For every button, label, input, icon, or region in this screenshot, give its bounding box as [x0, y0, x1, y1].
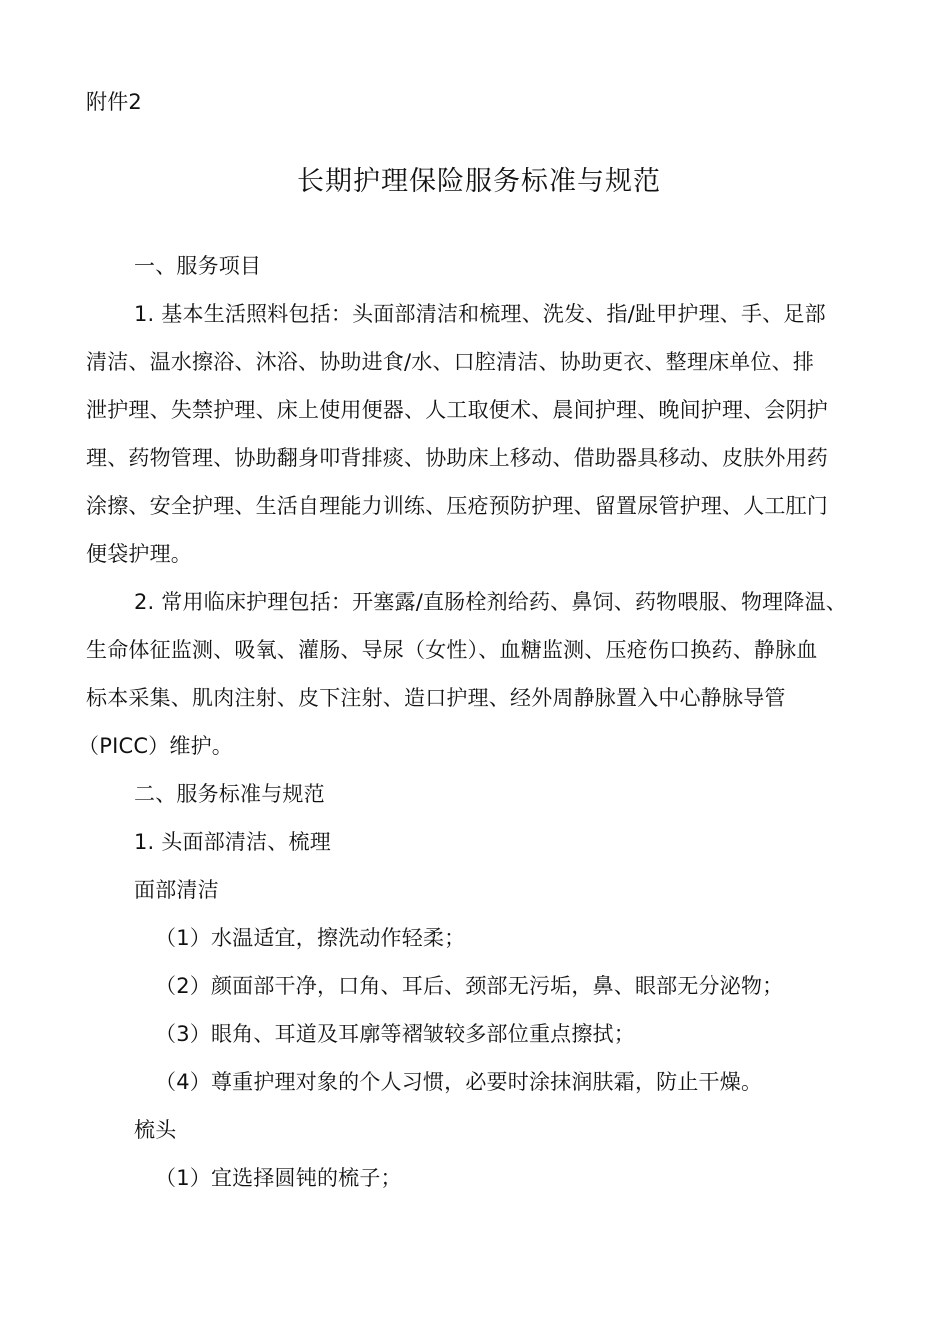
- list-item: （3）眼角、耳道及耳廓等褶皱较多部位重点擦拭；: [155, 1022, 635, 1046]
- combing-label: 梳头: [134, 1118, 177, 1142]
- list-item: （4）尊重护理对象的个人习惯，必要时涂抹润肤霜，防止干燥。: [155, 1070, 763, 1094]
- section-heading-service-items: 一、服务项目: [134, 254, 262, 278]
- paragraph-line: （PICC）维护。: [78, 734, 233, 758]
- paragraph-line: 2. 常用临床护理包括：开塞露/直肠栓剂给药、鼻饲、药物喂服、物理降温、: [134, 590, 847, 614]
- document-title: 长期护理保险服务标准与规范: [297, 166, 661, 197]
- paragraph-line: 涂擦、安全护理、生活自理能力训练、压疮预防护理、留置尿管护理、人工肛门: [86, 494, 828, 518]
- paragraph-line: 1. 基本生活照料包括：头面部清洁和梳理、洗发、指/趾甲护理、手、足部: [134, 302, 826, 326]
- paragraph-line: 便袋护理。: [86, 542, 192, 566]
- paragraph-line: 生命体征监测、吸氧、灌肠、导尿（女性）、血糖监测、压疮伤口换药、静脉血: [86, 638, 818, 662]
- section-heading-standards: 二、服务标准与规范: [134, 782, 325, 806]
- list-item: （2）颜面部干净，口角、耳后、颈部无污垢，鼻、眼部无分泌物；: [155, 974, 784, 998]
- attachment-label: 附件2: [86, 90, 142, 114]
- subsection-heading: 1. 头面部清洁、梳理: [134, 830, 331, 854]
- face-cleaning-label: 面部清洁: [134, 878, 219, 902]
- paragraph-line: 理、药物管理、协助翻身叩背排痰、协助床上移动、借助器具移动、皮肤外用药: [86, 446, 828, 470]
- list-item: （1）水温适宜，擦洗动作轻柔；: [155, 926, 466, 950]
- paragraph-line: 清洁、温水擦浴、沐浴、协助进食/水、口腔清洁、协助更衣、整理床单位、排: [86, 350, 815, 374]
- paragraph-line: 标本采集、肌肉注射、皮下注射、造口护理、经外周静脉置入中心静脉导管: [86, 686, 786, 710]
- list-item: （1）宜选择圆钝的梳子；: [155, 1166, 402, 1190]
- paragraph-line: 泄护理、失禁护理、床上使用便器、人工取便术、晨间护理、晚间护理、会阴护: [86, 398, 828, 422]
